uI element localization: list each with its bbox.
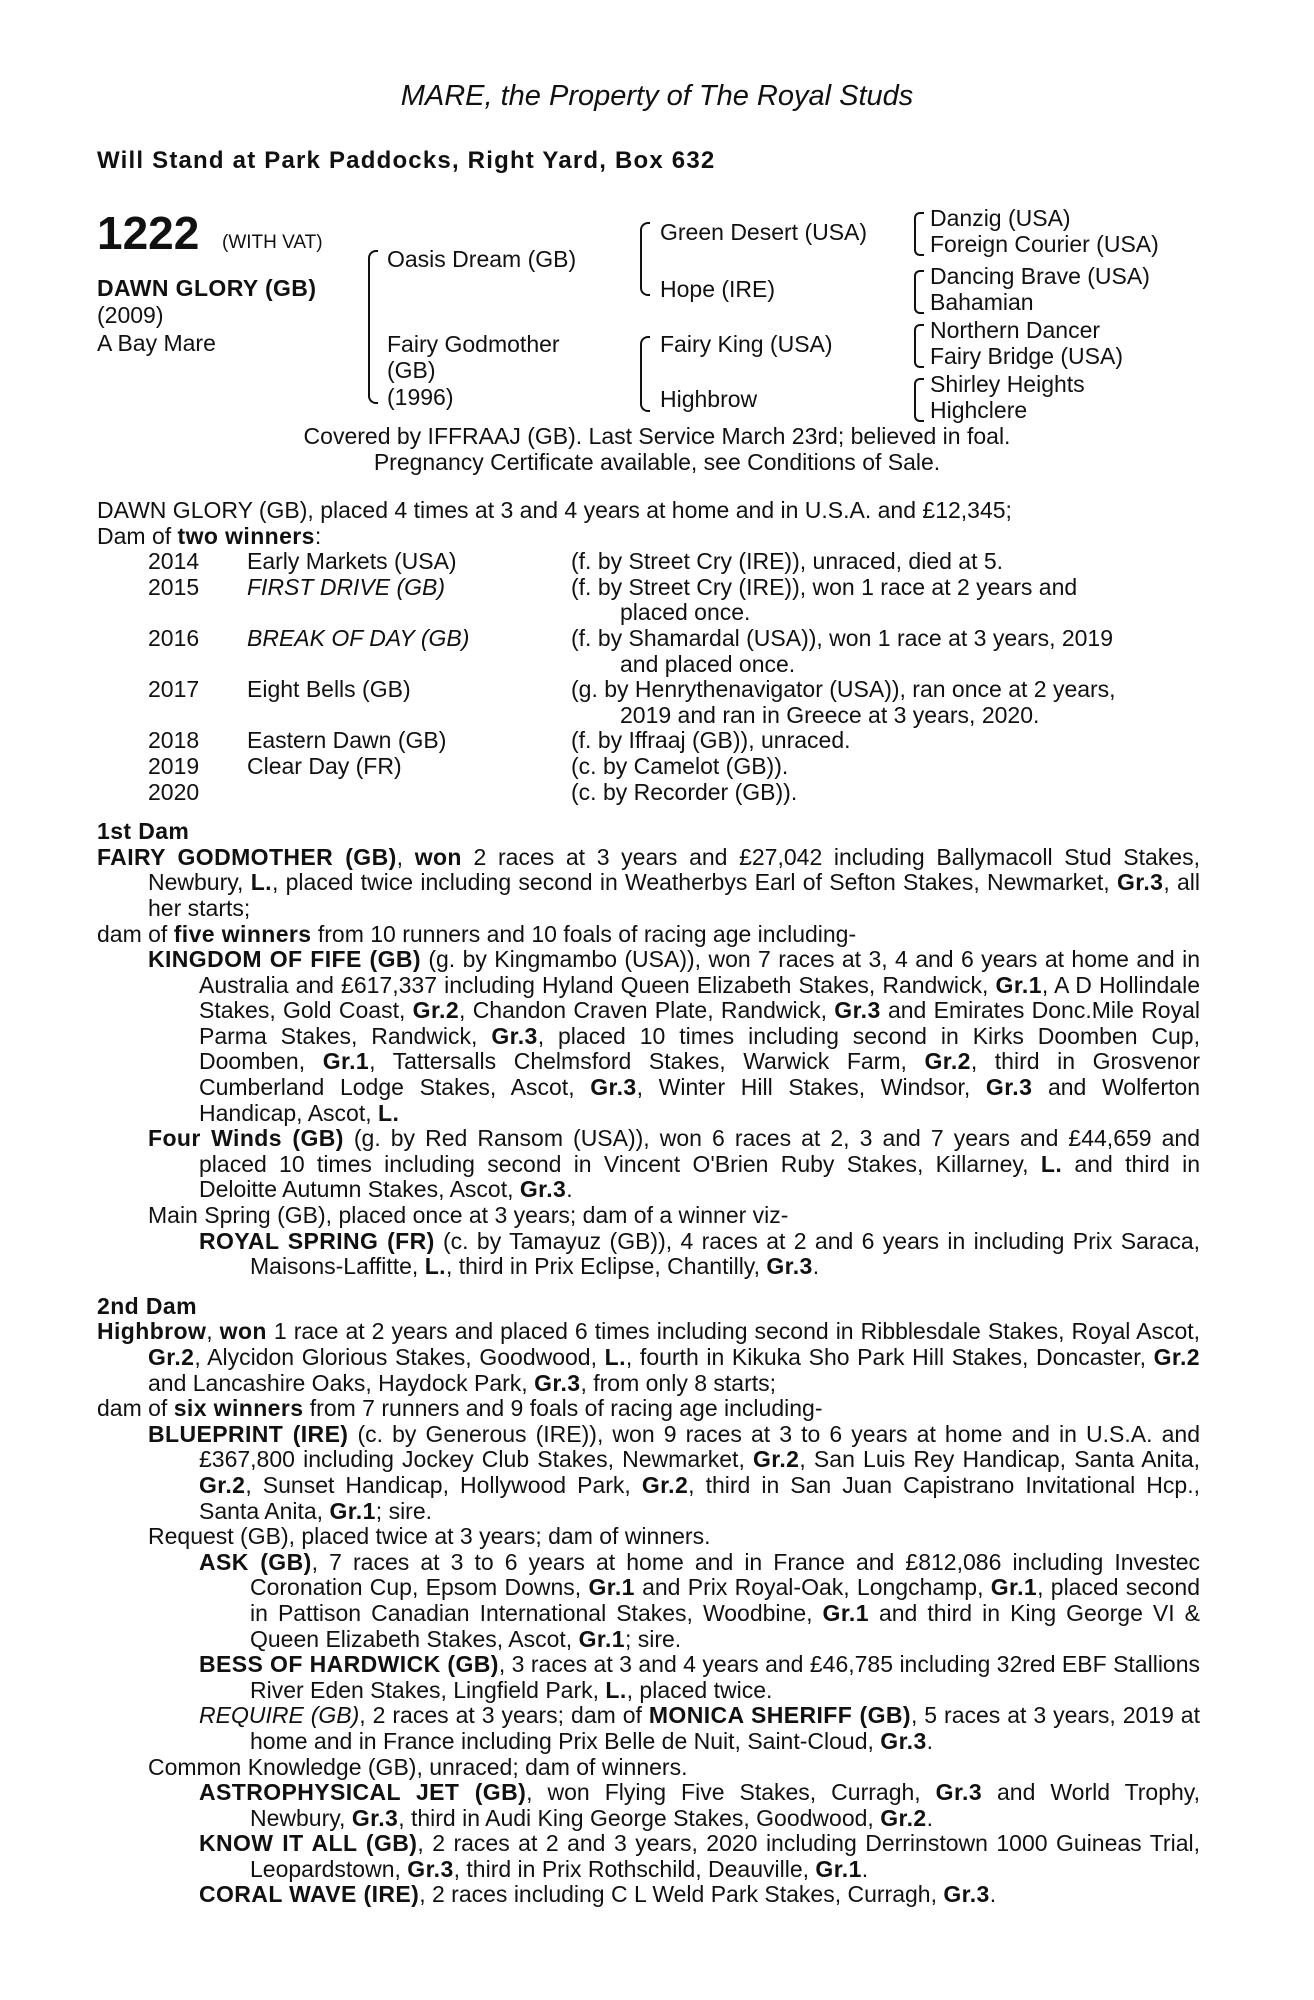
pedigree-gen4: Danzig (USA) — [930, 205, 1071, 231]
bold-text: Gr.3 — [534, 1369, 581, 1396]
bold-text: won — [414, 843, 462, 870]
text: , A D Hollindale Stakes, Gold Coast, — [199, 971, 1200, 1024]
produce-name: Early Markets (USA) — [247, 548, 457, 575]
pedigree-paragraph — [97, 922, 1200, 948]
bold-text: Gr.1 — [322, 1048, 370, 1075]
bold-text: ASK (GB) — [199, 1548, 312, 1575]
bold-text: BLUEPRINT (IRE) — [148, 1420, 349, 1447]
bold-text: Gr.2 — [412, 997, 460, 1024]
produce-description: (f. by Iffraaj (GB)), unraced. — [571, 727, 851, 754]
pedigree-paragraph — [97, 1652, 1200, 1703]
text: . — [926, 1727, 934, 1754]
bold-text: ROYAL SPRING (FR) — [199, 1227, 435, 1254]
bold-text: Gr.2 — [641, 1471, 689, 1498]
text: , 2 races including C L Weld Park Stakes, Curragh, — [419, 1881, 944, 1908]
text: (c. by Tamayuz (GB)), 4 races at 2 and 6 years in including Prix Saraca, Maisons-Laffitte, — [250, 1227, 1201, 1280]
produce-row — [97, 754, 1200, 780]
bold-text: KNOW IT ALL (GB) — [199, 1830, 418, 1857]
catalogue-body — [97, 498, 1200, 1908]
produce-row — [97, 780, 1200, 806]
pedigree-paragraph — [97, 1524, 1200, 1550]
bold-text: Gr.2 — [199, 1471, 246, 1498]
covered-note: Covered by IFFRAAJ (GB). Last Service March 23rd; believed in foal. — [303, 423, 1011, 449]
produce-name: Clear Day (FR) — [247, 752, 402, 779]
bold-text: Gr.1 — [578, 1625, 625, 1652]
lot-number: 1222 — [97, 207, 200, 259]
text: , Tattersalls Chelmsford Stakes, Warwick Farm, — [369, 1048, 925, 1075]
bold-text: L. — [250, 869, 272, 896]
text: , 7 races at 3 to 6 years at home and in France and £812,086 including Investec Coronation Cup, Epsom Downs, — [250, 1548, 1200, 1601]
text: , 2 races at 2 and 3 years, 2020 including Derrinstown 1000 Guineas Trial, Leopardstown, — [250, 1830, 1200, 1882]
pedigree-brace — [914, 378, 924, 422]
text: Request (GB), placed twice at 3 years; dam of winners. — [148, 1523, 711, 1550]
horse-name: DAWN GLORY (GB) — [97, 275, 317, 301]
bold-text: Four Winds (GB) — [148, 1125, 344, 1152]
text: , Winter Hill Stakes, Windsor, — [636, 1074, 986, 1101]
bold-text: ASTROPHYSICAL JET (GB) — [199, 1779, 527, 1806]
text: , Sunset Handicap, Hollywood Park, — [245, 1471, 642, 1498]
produce-name: Eastern Dawn (GB) — [247, 727, 447, 754]
pedigree-gen4: Highclere — [930, 397, 1028, 423]
produce-row — [97, 626, 1200, 652]
bold-text: Gr.1 — [990, 1574, 1038, 1601]
bold-text: Gr.3 — [407, 1855, 454, 1882]
bold-text: Gr.1 — [329, 1497, 376, 1524]
text: . — [861, 1855, 869, 1882]
pedigree-gen4: Fairy Bridge (USA) — [930, 343, 1123, 369]
text: , third in Prix Eclipse, Chantilly, — [445, 1253, 767, 1280]
produce-description-continued: and placed once. — [620, 650, 796, 677]
produce-year: 2014 — [148, 548, 200, 575]
text: , San Luis Rey Handicap, Santa Anita, — [799, 1446, 1201, 1473]
produce-row — [97, 549, 1200, 575]
bold-text: Gr.3 — [985, 1074, 1033, 1101]
bold-text: Gr.3 — [943, 1881, 990, 1908]
text: , placed twice including second in Weatherbys Earl of Sefton Stakes, Newmarket, — [271, 869, 1117, 896]
bold-text: six winners — [173, 1395, 304, 1422]
pedigree-brace — [368, 250, 378, 404]
produce-description: (f. by Street Cry (IRE)), unraced, died at 5. — [571, 548, 1004, 575]
text: , third in Grosvenor Cumberland Lodge Stakes, Ascot, — [199, 1048, 1200, 1101]
produce-description-continued: 2019 and ran in Greece at 3 years, 2020. — [620, 701, 1040, 728]
produce-description: (c. by Recorder (GB)). — [571, 778, 798, 805]
bold-text: Gr.3 — [880, 1727, 927, 1754]
produce-year: 2020 — [148, 778, 200, 805]
produce-description: (c. by Camelot (GB)). — [571, 752, 789, 779]
bold-text: Gr.3 — [834, 997, 881, 1024]
text: , placed 10 times including second in Kirks Doomben Cup, Doomben, — [199, 1022, 1200, 1075]
bold-text: five winners — [173, 920, 312, 947]
bold-text: L. — [424, 1253, 446, 1280]
stand-location: Will Stand at Park Paddocks, Right Yard, Box 632 — [97, 147, 716, 174]
bold-text: Gr.1 — [815, 1855, 862, 1882]
text: , 5 races at 3 years, 2019 at home and in France including Prix Belle de Nuit, Saint-Cloud, — [250, 1702, 1200, 1754]
pedigree-paragraph — [97, 1203, 1200, 1229]
pedigree-paragraph — [97, 1396, 1200, 1422]
bold-text: Gr.2 — [880, 1804, 927, 1831]
bold-text: KINGDOM OF FIFE (GB) — [148, 946, 421, 973]
produce-year: 2015 — [148, 573, 200, 600]
pedigree-gen4: Bahamian — [930, 289, 1034, 315]
text: , Alycidon Glorious Stakes, Goodwood, — [194, 1344, 605, 1370]
produce-row-continued — [97, 652, 1200, 678]
text: (g. by Kingmambo (USA)), won 7 races at 3, 4 and 6 years at home and in Australia and £617,337 including Hyland Queen Elizabeth Stakes, Randwick, — [199, 946, 1201, 998]
text: . — [989, 1881, 997, 1908]
text: . — [566, 1176, 573, 1203]
text: and Emirates Donc.Mile Royal Parma Stakes, Randwick, — [199, 997, 1201, 1049]
bold-text: Gr.2 — [753, 1446, 800, 1473]
text: from 7 runners and 9 foals of racing age including- — [303, 1395, 823, 1422]
text: and Lancashire Oaks, Haydock Park, — [148, 1369, 535, 1396]
produce-description: (f. by Shamardal (USA)), won 1 race at 3 years, 2019 — [571, 624, 1114, 651]
text: , Chandon Craven Plate, Randwick, — [459, 997, 835, 1024]
text: , 3 races at 3 and 4 years and £46,785 including 32red EBF Stallions River Eden Stakes, Lingfield Park, — [250, 1651, 1201, 1703]
pedigree-gen3: Hope (IRE) — [660, 276, 776, 302]
bold-text: Gr.3 — [766, 1253, 813, 1280]
text: . — [926, 1804, 933, 1831]
pedigree-brace — [914, 324, 924, 368]
section-heading: 2nd Dam — [97, 1292, 197, 1319]
bold-text: L. — [605, 1676, 627, 1703]
produce-description: (g. by Henrythenavigator (USA)), ran once at 2 years, — [571, 676, 1116, 703]
text: dam of — [97, 1395, 174, 1422]
bold-text: won — [219, 1318, 267, 1345]
text: , — [206, 1318, 220, 1345]
bold-text: Gr.3 — [351, 1804, 399, 1831]
bold-text: Gr.3 — [491, 1022, 538, 1049]
text: , from only 8 starts; — [580, 1369, 777, 1396]
produce-list — [97, 549, 1200, 805]
dam-of-label: Dam of — [97, 522, 178, 549]
produce-name: FIRST DRIVE (GB) — [247, 573, 446, 600]
bold-text: Gr.3 — [590, 1074, 637, 1101]
pedigree-gen4: Northern Dancer — [930, 317, 1101, 343]
bold-text: MONICA SHERIFF (GB) — [648, 1702, 911, 1729]
bold-text: L. — [604, 1344, 626, 1370]
pedigree-paragraph — [97, 1550, 1200, 1652]
text: and Wolferton Handicap, Ascot, — [199, 1074, 1200, 1126]
pedigree-paragraph — [97, 1126, 1200, 1203]
text: , third in Audi King George Stakes, Goodwood, — [398, 1804, 881, 1831]
text: , 2 races at 3 years; dam of — [359, 1702, 649, 1729]
pedigree-gen4: Shirley Heights — [930, 371, 1085, 397]
winners-count: two winners — [177, 522, 315, 549]
bold-text: Gr.1 — [995, 971, 1042, 998]
bold-text: Gr.2 — [1153, 1344, 1200, 1370]
text: dam of — [97, 920, 174, 947]
text: . — [812, 1253, 820, 1280]
text: (c. by Generous (IRE)), won 9 races at 3 to 6 years at home and in U.S.A. and £367,800 including Jockey Club Stakes, Newmarket, — [199, 1420, 1200, 1473]
text: , placed second in Pattison Canadian International Stakes, Woodbine, — [250, 1574, 1200, 1626]
pedigree-paragraph — [97, 1780, 1200, 1831]
produce-name: BREAK OF DAY (GB) — [247, 624, 470, 651]
pedigree-gen3: Fairy King (USA) — [660, 331, 833, 357]
produce-name: Eight Bells (GB) — [247, 676, 411, 703]
text: and third in King George VI & Queen Elizabeth Stakes, Ascot, — [250, 1599, 1201, 1652]
text: 1 race at 2 years and placed 6 times including second in Ribblesdale Stakes, Royal Ascot, — [266, 1318, 1201, 1345]
text: , fourth in Kikuka Sho Park Hill Stakes, Doncaster, — [625, 1344, 1154, 1370]
pedigree-gen3: Green Desert (USA) — [660, 219, 868, 245]
bold-text: Gr.1 — [588, 1574, 635, 1601]
dam-of-end: : — [314, 522, 322, 549]
text: , placed twice. — [626, 1676, 773, 1703]
text: , all her starts; — [148, 869, 1201, 921]
pedigree-paragraph — [97, 1831, 1200, 1882]
text: and third in Deloitte Autumn Stakes, Ascot, — [199, 1150, 1200, 1203]
text: from 10 runners and 10 foals of racing age including- — [311, 920, 857, 947]
text: (g. by Red Ransom (USA)), won 6 races at 2, 3 and 7 years and £44,659 and placed 10 times including second in Vincent O'Brien Ruby Stakes, Killarney, — [199, 1125, 1200, 1177]
dam-year: (1996) — [387, 384, 454, 410]
vat-note: (WITH VAT) — [222, 232, 323, 253]
text: ; sire. — [375, 1497, 433, 1524]
bold-text: L. — [378, 1099, 400, 1126]
text: , third in San Juan Capistrano Invitational Hcp., Santa Anita, — [199, 1471, 1200, 1524]
family-sections — [97, 819, 1200, 1908]
produce-row-continued — [97, 600, 1200, 626]
text: and World Trophy, Newbury, — [250, 1779, 1200, 1831]
pedigree-gen4: Dancing Brave (USA) — [930, 263, 1150, 289]
pedigree-brace — [914, 270, 924, 314]
produce-year: 2019 — [148, 752, 200, 779]
pedigree-paragraph — [97, 1422, 1200, 1524]
pedigree-paragraph — [97, 1319, 1200, 1396]
text: and Prix Royal-Oak, Longchamp, — [634, 1574, 991, 1601]
dam-of-line — [97, 524, 1200, 550]
bold-text: Gr.2 — [148, 1344, 195, 1370]
horse-description: A Bay Mare — [97, 330, 216, 356]
produce-row — [97, 575, 1200, 601]
pedigree-brace — [640, 222, 650, 296]
pedigree-brace — [640, 336, 650, 412]
pedigree-paragraph — [97, 1229, 1200, 1280]
produce-year: 2017 — [148, 676, 200, 703]
italic-text: REQUIRE (GB) — [199, 1702, 360, 1729]
pedigree-paragraph — [97, 1882, 1200, 1908]
text: , third in Prix Rothschild, Deauville, — [453, 1855, 816, 1882]
pedigree-paragraph — [97, 1755, 1200, 1781]
pedigree-paragraph — [97, 1703, 1200, 1754]
bold-text: CORAL WAVE (IRE) — [199, 1881, 420, 1908]
page-title: MARE, the Property of The Royal Studs — [400, 80, 914, 112]
text: Main Spring (GB), placed once at 3 years; dam of a winner viz- — [148, 1202, 789, 1229]
text: , won Flying Five Stakes, Curragh, — [526, 1779, 936, 1806]
bold-text: Highbrow — [97, 1318, 207, 1345]
produce-row — [97, 677, 1200, 703]
sire: Oasis Dream (GB) — [387, 246, 577, 272]
pedigree-paragraph — [97, 947, 1200, 1126]
bold-text: Gr.3 — [935, 1779, 983, 1806]
bold-text: L. — [1040, 1150, 1063, 1177]
bold-text: FAIRY GODMOTHER (GB) — [97, 843, 397, 870]
produce-description-continued: placed once. — [620, 599, 751, 626]
pedigree-brace — [914, 212, 924, 256]
pedigree-gen4: Foreign Courier (USA) — [930, 231, 1159, 257]
produce-year: 2018 — [148, 727, 200, 754]
dam: Fairy Godmother — [387, 331, 560, 357]
race-record: DAWN GLORY (GB), placed 4 times at 3 and 4 years at home and in U.S.A. and £12,345; — [97, 497, 1012, 523]
text: 2 races at 3 years and £27,042 including Ballymacoll Stud Stakes, Newbury, — [148, 843, 1200, 896]
section-heading: 1st Dam — [97, 818, 190, 845]
bold-text: BESS OF HARDWICK (GB) — [199, 1651, 499, 1678]
produce-row-continued — [97, 703, 1200, 729]
dam-country: (GB) — [387, 357, 436, 383]
pedigree-paragraph — [97, 845, 1200, 922]
produce-description: (f. by Street Cry (IRE)), won 1 race at 2 years and — [571, 573, 1078, 600]
bold-text: Gr.1 — [822, 1599, 869, 1626]
produce-year: 2016 — [148, 624, 200, 651]
text: ; sire. — [624, 1625, 682, 1652]
bold-text: Gr.3 — [519, 1176, 567, 1203]
produce-row — [97, 728, 1200, 754]
pedigree-gen3: Highbrow — [660, 386, 758, 412]
foaling-year: (2009) — [97, 302, 164, 328]
pregnancy-note: Pregnancy Certificate available, see Conditions of Sale. — [373, 449, 941, 475]
bold-text: Gr.2 — [924, 1048, 971, 1075]
bold-text: Gr.3 — [1116, 869, 1164, 896]
text: , — [396, 843, 415, 870]
text: Common Knowledge (GB), unraced; dam of winners. — [148, 1753, 688, 1780]
